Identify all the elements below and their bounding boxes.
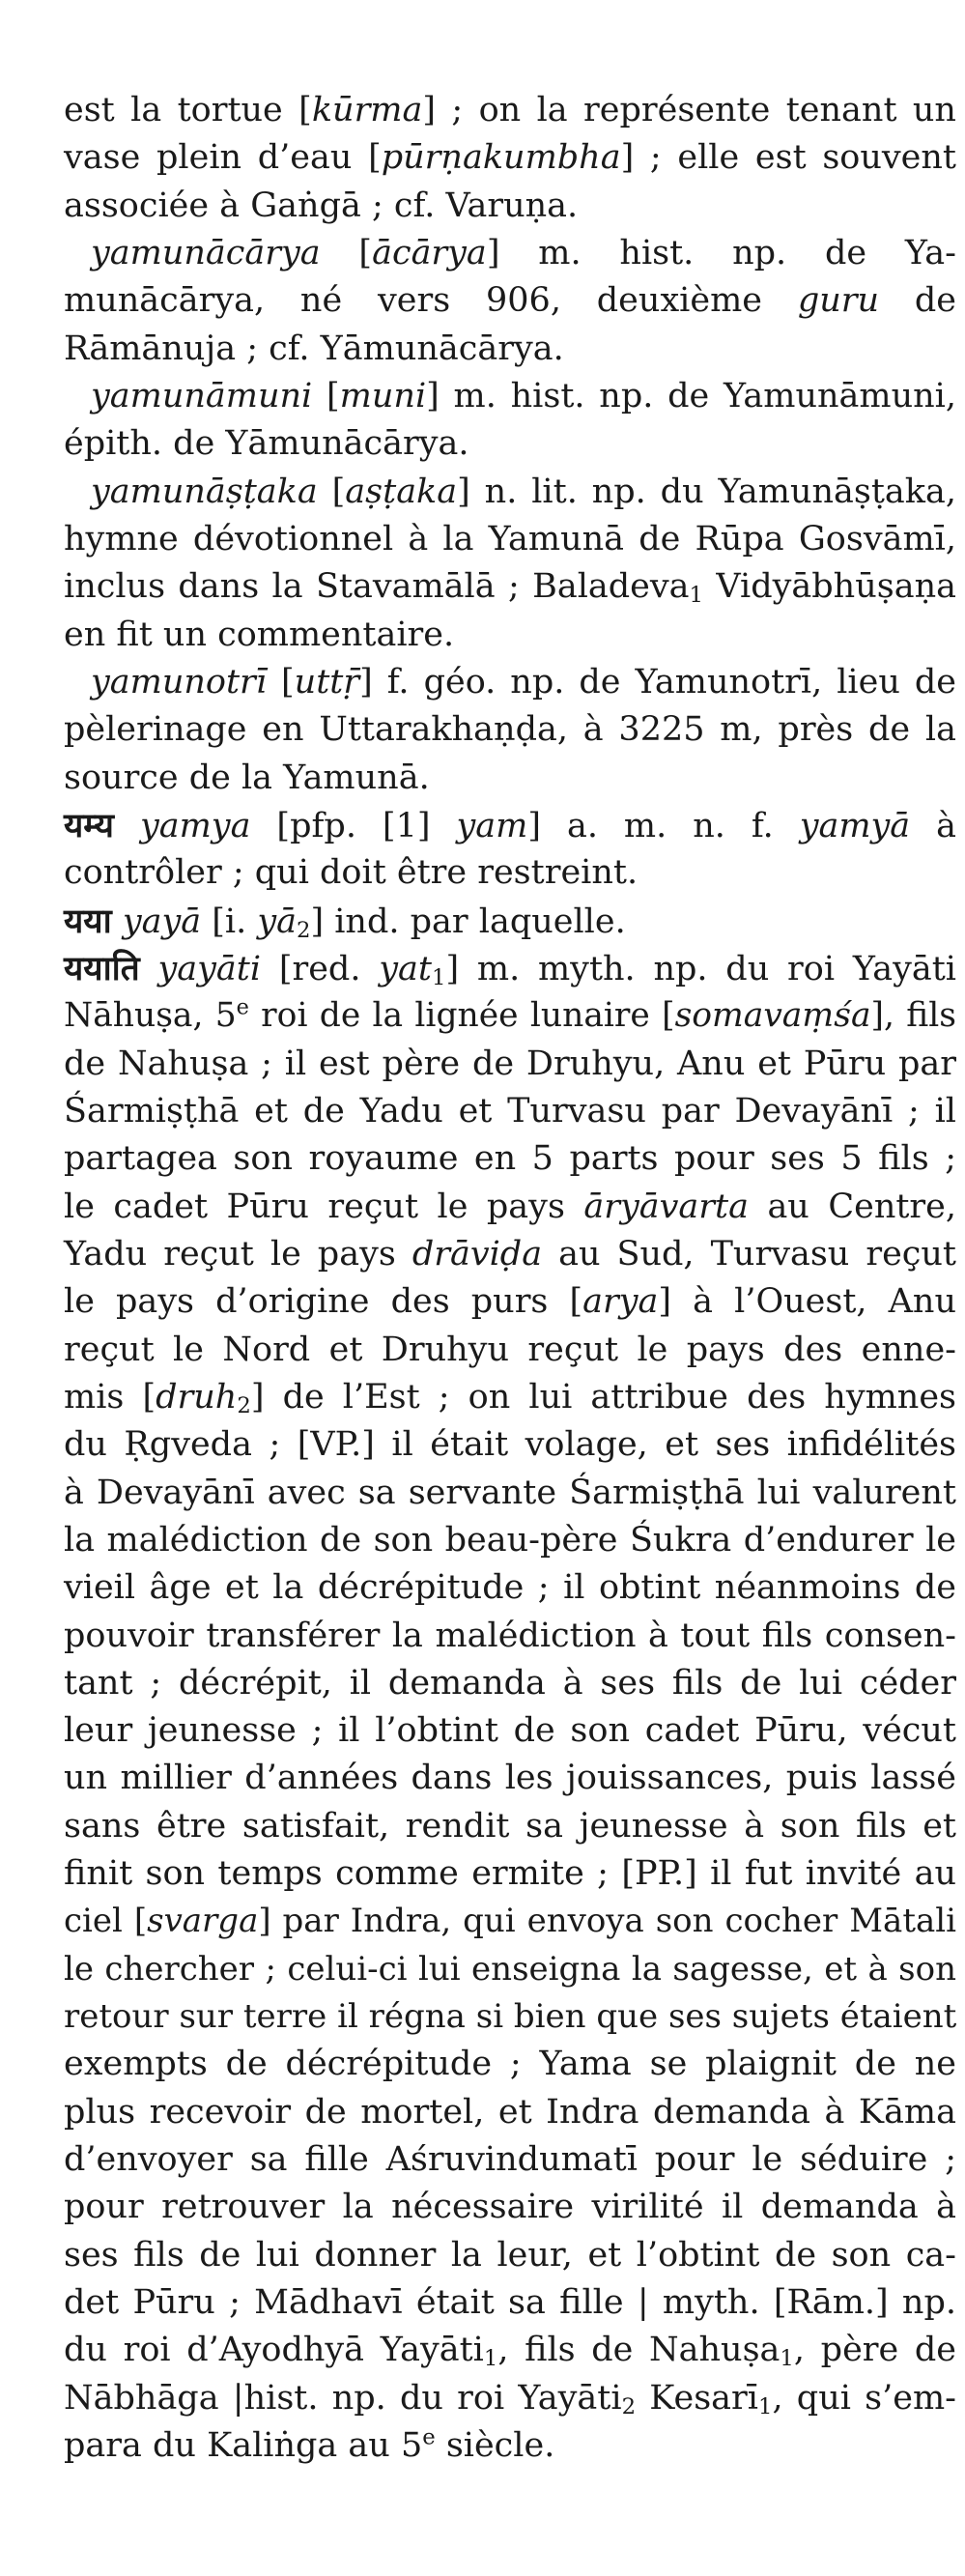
- text-line: [64, 2041, 956, 2088]
- text-run: Nābhāga |hist. np. du roi Yayāti: [64, 2378, 622, 2418]
- text-line: [64, 755, 956, 802]
- text-run: de: [879, 281, 956, 321]
- text-run: ] m. hist. np. de Ya-: [486, 233, 956, 272]
- subscript-index: 1: [431, 964, 446, 990]
- text-run: ] ; on la représente tenant un: [422, 91, 956, 129]
- text-run: ] m. hist. np. de Yamunāmuni,: [426, 376, 956, 415]
- text-run: à: [910, 806, 956, 845]
- text-line: [64, 1184, 956, 1231]
- text-line: [64, 898, 956, 945]
- text-line: [64, 1898, 956, 1945]
- italic-term: pūrṇakumbha: [381, 138, 621, 178]
- text-line: [64, 802, 956, 849]
- text-line: [64, 945, 956, 992]
- italic-term: svarga: [147, 1902, 259, 1941]
- text-run: inclus dans la Stavamālā ; Baladeva: [64, 567, 690, 607]
- text-line: [64, 849, 956, 897]
- text-run: siècle.: [435, 2426, 555, 2466]
- text-run: , fils de Nahuṣa: [497, 2331, 781, 2370]
- text-line: [64, 1803, 956, 1850]
- italic-term: yamya: [139, 806, 251, 845]
- devanagari-headword: यया: [64, 901, 112, 941]
- text-run: est la tortue [: [64, 91, 312, 129]
- text-run: [114, 807, 140, 845]
- text-line: [64, 659, 956, 706]
- text-run: ] a. m. n. f.: [527, 806, 800, 845]
- text-line: [64, 420, 956, 468]
- devanagari-headword: यम्य: [64, 805, 114, 845]
- dictionary-page: [64, 87, 956, 2470]
- text-line: [64, 1613, 956, 1660]
- text-line: [64, 134, 956, 182]
- text-run: ] ; elle est souvent: [620, 138, 956, 178]
- text-run: Rāmānuja ; cf. Yāmunācārya.: [64, 329, 564, 368]
- text-line: [64, 563, 956, 611]
- text-line: [64, 469, 956, 516]
- subscript-index: 1: [483, 2346, 498, 2372]
- text-run: retour sur terre il régna si bien que ses sujets étaient: [64, 1997, 957, 2037]
- text-line: [64, 1088, 956, 1135]
- text-run: para du Kaliṅga au 5: [64, 2426, 423, 2466]
- text-line: [64, 373, 956, 420]
- text-line: [64, 1564, 956, 1612]
- text-line: [64, 2089, 956, 2136]
- text-run: [: [317, 472, 346, 511]
- text-run: pour retrouver la nécessaire virilité il demanda à: [64, 2188, 956, 2227]
- text-run: vase plein d’eau [: [64, 138, 382, 178]
- text-line: [64, 1470, 956, 1517]
- text-run: [: [266, 662, 295, 701]
- text-line: [64, 277, 956, 325]
- text-run: [140, 950, 158, 988]
- text-run: source de la Yamunā.: [64, 758, 430, 797]
- text-line: [64, 2422, 956, 2470]
- text-run: le cadet Pūru reçut le pays: [64, 1187, 584, 1226]
- text-run: Kesarī: [636, 2378, 758, 2418]
- devanagari-headword: ययाति: [64, 948, 140, 988]
- italic-term: druh: [156, 1377, 238, 1417]
- text-run: ] ind. par laquelle.: [310, 902, 626, 941]
- text-line: [64, 183, 956, 230]
- text-line: [64, 2327, 956, 2374]
- italic-term: yayāti: [157, 949, 262, 988]
- italic-term: yamyā: [799, 806, 911, 845]
- text-run: [i.: [201, 902, 258, 941]
- subscript-index: 2: [237, 1392, 251, 1418]
- text-line: [64, 1278, 956, 1326]
- text-run: exempts de décrépitude ; Yama se plaignit de ne: [64, 2045, 956, 2084]
- italic-term: kūrma: [311, 91, 423, 129]
- text-run: à Devayānī avec sa servante Śarmiṣṭhā lui valurent: [64, 1473, 956, 1512]
- text-line: [64, 1327, 956, 1374]
- subscript-index: 2: [296, 917, 311, 943]
- text-run: [red.: [261, 949, 380, 988]
- text-line: [64, 1041, 956, 1088]
- text-line: [64, 2136, 956, 2184]
- text-line: [64, 1660, 956, 1707]
- italic-term: yamunāmuni: [91, 376, 313, 415]
- text-line: [64, 1707, 956, 1755]
- text-run: Śarmiṣṭhā et de Yadu et Turvasu par Devayānī ; il: [64, 1091, 956, 1131]
- text-run: du roi d’Ayodhyā Yayāti: [64, 2331, 484, 2370]
- italic-term: uttṝ: [294, 662, 360, 701]
- text-line: [64, 1517, 956, 1564]
- text-run: en fit un commentaire.: [64, 615, 455, 654]
- subscript-index: 1: [780, 2346, 794, 2372]
- text-run: reçut le Nord et Druhyu reçut le pays des enne-: [64, 1330, 956, 1369]
- italic-term: yamunāṣṭaka: [91, 472, 318, 511]
- italic-term: yat: [379, 949, 432, 988]
- text-run: au Centre,: [748, 1187, 956, 1226]
- text-line: [64, 2375, 956, 2422]
- text-run: vieil âge et la décrépitude ; il obtint néanmoins de: [64, 1568, 956, 1608]
- text-run: ], fils: [870, 996, 956, 1036]
- text-run: [: [320, 233, 373, 272]
- text-run: ses fils de lui donner la leur, et l’obtint de son ca-: [64, 2235, 956, 2275]
- text-run: mis [: [64, 1377, 156, 1417]
- text-run: d’envoyer sa fille Aśruvindumatī pour le séduire ;: [64, 2140, 956, 2180]
- text-run: hymne dévotionnel à la Yamunā de Rūpa Gosvāmī,: [64, 519, 956, 558]
- text-line: [64, 2232, 956, 2279]
- text-run: plus recevoir de mortel, et Indra demanda à Kāma: [64, 2092, 956, 2132]
- italic-term: yā: [257, 902, 297, 941]
- text-run: au Sud, Turvasu reçut: [542, 1234, 956, 1274]
- text-run: pèlerinage en Uttarakhaṇḍa, à 3225 m, près de la: [64, 710, 956, 750]
- italic-term: aṣṭaka: [345, 472, 458, 511]
- text-run: ] de l’Est ; on lui attribue des hymnes: [250, 1377, 957, 1417]
- text-line: [64, 1374, 956, 1421]
- italic-term: yamunācārya: [91, 233, 321, 272]
- italic-term: ācārya: [372, 233, 487, 272]
- text-run: [112, 902, 123, 941]
- text-line: [64, 326, 956, 373]
- text-run: du Ṛgveda ; [VP.] il était volage, et ses infidélités: [64, 1425, 956, 1465]
- subscript-index: 1: [689, 583, 704, 609]
- text-run: pouvoir transférer la malédiction à tout fils consen-: [64, 1616, 956, 1655]
- text-line: [64, 612, 956, 659]
- italic-term: yayā: [122, 902, 202, 941]
- text-run: ] par Indra, qui envoya son cocher Mātali: [258, 1902, 957, 1941]
- italic-term: drāviḍa: [412, 1234, 543, 1274]
- italic-term: yam: [456, 806, 528, 845]
- text-run: tant ; décrépit, il demanda à ses fils de lui céder: [64, 1663, 956, 1703]
- text-run: ] f. géo. np. de Yamunotrī, lieu de: [359, 662, 956, 701]
- italic-term: somavaṃśa: [674, 996, 871, 1036]
- text-run: la malédiction de son beau-père Śukra d’endurer le: [64, 1520, 956, 1560]
- subscript-index: 2: [621, 2393, 637, 2419]
- text-run: [pfp. [1]: [250, 806, 457, 845]
- text-run: de Nahuṣa ; il est père de Druhyu, Anu et Pūru par: [64, 1044, 956, 1083]
- text-line: [64, 1135, 956, 1183]
- text-line: [64, 1946, 956, 1993]
- text-line: [64, 230, 956, 277]
- text-run: sans être satisfait, rendit sa jeunesse à son fils et: [64, 1806, 956, 1846]
- text-line: [64, 87, 956, 134]
- text-run: associée à Gaṅgā ; cf. Varuṇa.: [64, 186, 579, 225]
- text-line: [64, 516, 956, 563]
- text-run: det Pūru ; Mādhavī était sa fille | myth. [Rām.] np.: [64, 2283, 956, 2323]
- text-run: le pays d’origine des purs [: [64, 1282, 583, 1322]
- text-run: [: [312, 376, 340, 415]
- text-run: leur jeunesse ; il l’obtint de son cadet Pūru, vécut: [64, 1711, 956, 1751]
- text-line: [64, 1850, 956, 1898]
- italic-term: yamunotrī: [91, 662, 267, 701]
- text-run: le chercher ; celui-ci lui enseigna la sagesse, et à son: [64, 1949, 956, 1989]
- text-run: munācārya, né vers 906, deuxième: [64, 281, 798, 321]
- text-run: Vidyābhūṣaṇa: [703, 567, 956, 607]
- italic-term: muni: [339, 376, 427, 415]
- text-run: Nāhuṣa, 5: [64, 996, 237, 1036]
- text-run: ] à l’Ouest, Anu: [658, 1282, 956, 1322]
- text-run: roi de la lignée lunaire [: [248, 996, 675, 1036]
- text-run: , qui s’em-: [772, 2378, 956, 2418]
- text-run: partagea son royaume en 5 parts pour ses 5 fils ;: [64, 1139, 956, 1179]
- text-run: Yadu reçut le pays: [64, 1234, 412, 1274]
- text-line: [64, 1421, 956, 1469]
- text-run: , père de: [793, 2331, 956, 2370]
- italic-term: āryāvarta: [583, 1187, 749, 1226]
- text-run: contrôler ; qui doit être restreint.: [64, 853, 639, 893]
- text-run: ] m. myth. np. du roi Yayāti: [445, 949, 956, 988]
- text-line: [64, 2184, 956, 2231]
- text-line: [64, 1755, 956, 1802]
- superscript: e: [236, 994, 249, 1020]
- subscript-index: 1: [757, 2393, 773, 2419]
- text-run: un millier d’années dans les jouissances, puis lassé: [64, 1759, 956, 1798]
- text-line: [64, 1231, 956, 1278]
- text-line: [64, 1993, 956, 2041]
- text-run: ciel [: [64, 1902, 148, 1941]
- text-run: épith. de Yāmunācārya.: [64, 424, 469, 464]
- italic-term: arya: [582, 1282, 659, 1322]
- italic-term: guru: [797, 281, 880, 321]
- text-run: ] n. lit. np. du Yamunāṣṭaka,: [457, 472, 956, 511]
- text-line: [64, 706, 956, 754]
- superscript: e: [422, 2424, 436, 2450]
- text-line: [64, 2279, 956, 2327]
- text-line: [64, 992, 956, 1040]
- text-run: finit son temps comme ermite ; [PP.] il fut invité au: [64, 1854, 956, 1894]
